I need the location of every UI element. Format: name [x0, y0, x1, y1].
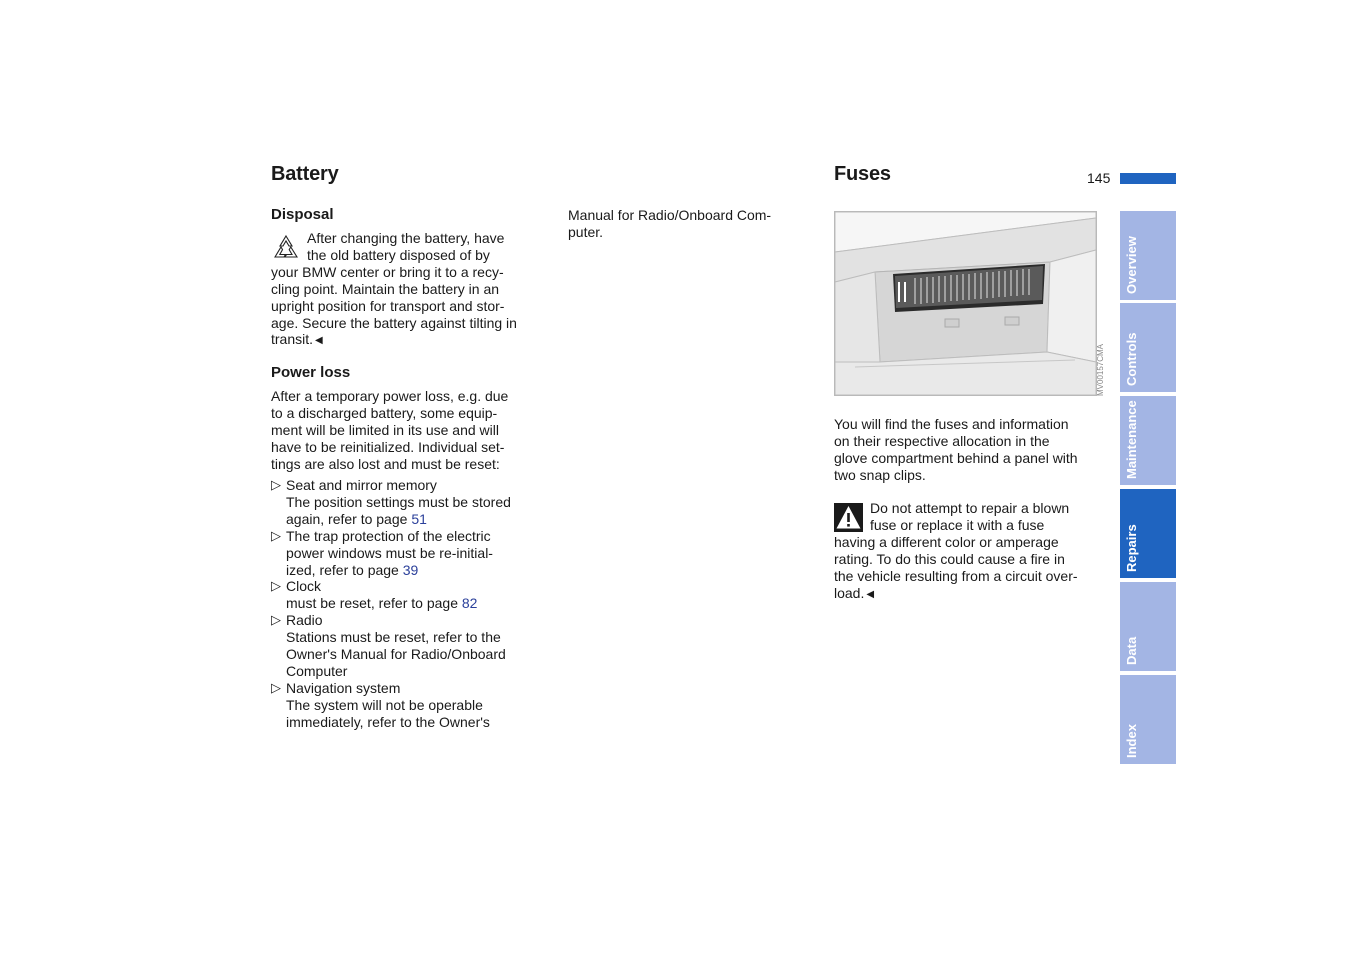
- tab-label: Controls: [1124, 332, 1139, 386]
- disposal-heading: Disposal: [271, 206, 334, 223]
- item-detail: The system will not be operable: [286, 696, 483, 713]
- item-detail: must be reset, refer to page: [286, 595, 462, 612]
- continuation-text: [568, 207, 808, 241]
- text-line: your BMW center or bring it to a recy-: [271, 263, 504, 280]
- text-line: age. Secure the battery against tilting in: [271, 314, 517, 331]
- bullet-arrow-icon: ▷: [271, 612, 281, 628]
- list-item: [271, 578, 551, 612]
- item-title: Radio: [286, 612, 323, 629]
- text-line: ment will be limited in its use and will: [271, 421, 499, 438]
- tab-label: Overview: [1124, 236, 1139, 294]
- power-loss-intro: [271, 388, 546, 473]
- item-title: The trap protection of the electric: [286, 527, 491, 544]
- page-link[interactable]: 82: [461, 595, 478, 612]
- bullet-arrow-icon: ▷: [271, 679, 281, 695]
- end-of-section-icon: ◀: [315, 335, 323, 347]
- item-detail: immediately, refer to the Owner's: [286, 713, 490, 730]
- text-line: puter.: [568, 223, 604, 240]
- text-line: the old battery disposed of by: [307, 246, 490, 263]
- tab-label: Repairs: [1124, 524, 1139, 572]
- page-number: 145: [1087, 170, 1111, 186]
- power-loss-heading: Power loss: [271, 364, 351, 381]
- list-item: [271, 612, 551, 680]
- list-item: [271, 477, 551, 528]
- item-detail: power windows must be re-initial-: [286, 544, 493, 561]
- item-detail: Stations must be reset, refer to the: [286, 629, 501, 646]
- text-line: You will find the fuses and information: [834, 416, 1069, 432]
- glove-compartment-figure: [834, 211, 1097, 396]
- bullet-arrow-icon: ▷: [271, 578, 281, 594]
- list-item: [271, 528, 551, 579]
- text-line: Manual for Radio/Onboard Com-: [568, 207, 772, 223]
- text-line: transit.: [271, 331, 314, 348]
- text-line: having a different color or amperage: [834, 533, 1059, 550]
- text-line: upright position for transport and stor-: [271, 297, 505, 314]
- tab-overview[interactable]: [1120, 211, 1176, 300]
- item-detail: Computer: [286, 662, 348, 679]
- text-line: tings are also lost and must be reset:: [271, 455, 500, 472]
- item-detail: The position settings must be stored: [286, 493, 511, 510]
- tab-label: Index: [1124, 724, 1139, 758]
- page-link[interactable]: 51: [411, 510, 427, 527]
- text-line: the vehicle resulting from a circuit over-: [834, 567, 1078, 584]
- item-detail: ized, refer to page: [286, 561, 403, 578]
- text-line: load.: [834, 584, 865, 601]
- text-line: two snap clips.: [834, 466, 926, 483]
- text-line: After changing the battery, have: [307, 230, 505, 246]
- item-detail: again, refer to page: [286, 510, 412, 527]
- text-line: glove compartment behind a panel with: [834, 449, 1078, 466]
- item-detail: Owner's Manual for Radio/Onboard: [286, 646, 506, 663]
- glove-compartment-illustration: [835, 212, 1096, 395]
- page-link[interactable]: 39: [402, 561, 419, 578]
- fuses-title: Fuses: [834, 163, 891, 185]
- text-line: Do not attempt to repair a blown: [870, 500, 1070, 516]
- figure-code: MV00157CMA: [1096, 343, 1105, 396]
- text-line: rating. To do this could cause a fire in: [834, 550, 1065, 567]
- item-title: Navigation system: [286, 679, 401, 696]
- tab-repairs[interactable]: [1120, 489, 1176, 578]
- battery-title: Battery: [271, 163, 339, 185]
- text-line: on their respective allocation in the: [834, 432, 1050, 449]
- item-title: Seat and mirror memory: [286, 477, 437, 493]
- end-of-section-icon: ◀: [866, 588, 875, 600]
- warning-text: [834, 500, 1109, 603]
- text-line: cling point. Maintain the battery in an: [271, 280, 500, 297]
- tab-index[interactable]: [1120, 675, 1176, 764]
- tab-label: Data: [1124, 636, 1139, 665]
- reset-items-list: [271, 477, 551, 731]
- tab-label: Maintenance: [1124, 400, 1139, 479]
- tab-controls[interactable]: [1120, 303, 1176, 392]
- page-marker-bar: [1120, 173, 1176, 184]
- bullet-arrow-icon: ▷: [271, 477, 281, 492]
- list-item: [271, 680, 551, 731]
- text-line: to a discharged battery, some equip-: [271, 404, 498, 421]
- fuses-description: [834, 416, 1109, 484]
- item-title: Clock: [286, 578, 322, 595]
- text-line: fuse or replace it with a fuse: [870, 516, 1045, 533]
- text-line: have to be reinitialized. Individual set-: [271, 438, 505, 455]
- tab-maintenance[interactable]: [1120, 396, 1176, 485]
- text-line: After a temporary power loss, e.g. due: [271, 388, 509, 404]
- disposal-text: [271, 230, 546, 350]
- bullet-arrow-icon: ▷: [271, 527, 281, 543]
- tab-data[interactable]: [1120, 582, 1176, 671]
